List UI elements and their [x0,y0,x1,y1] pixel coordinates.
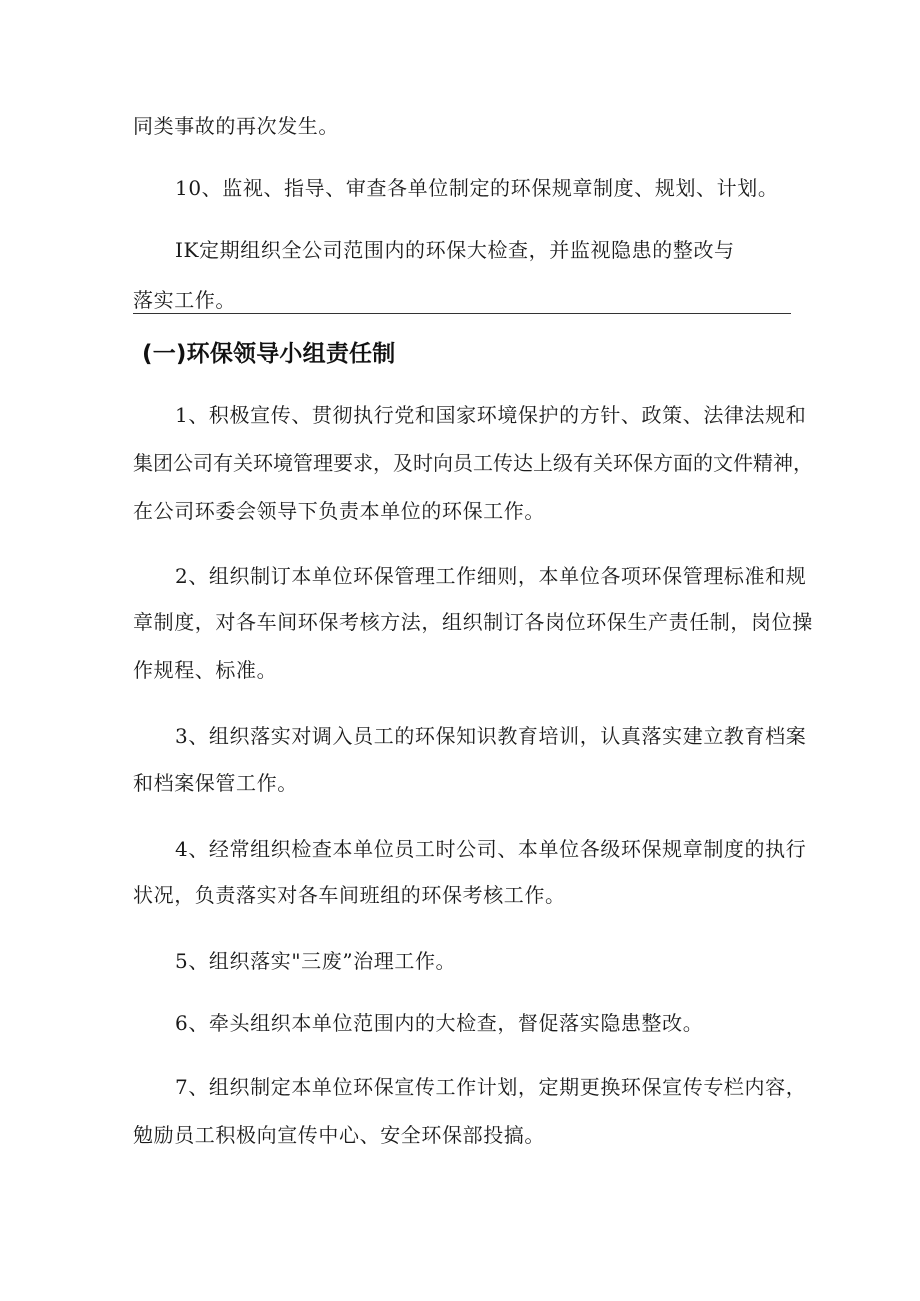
paragraph-item-11-line-1: IK定期组织全公司范围内的环保大检查，并监视隐患的整改与 [175,238,735,262]
item-4-line-1: 4、经常组织检查本单位员工时公司、本单位各级环保规章制度的执行 [175,837,807,861]
section-heading: (一)环保领导小组责任制 [142,341,396,367]
item-3-line-1: 3、组织落实对调入员工的环保知识教育培训，认真落实建立教育档案 [175,724,807,748]
item-6-line-1: 6、牵头组织本单位范围内的大检查，督促落实隐患整改。 [175,1011,704,1035]
section-divider [133,313,791,314]
item-2-line-1: 2、组织制订本单位环保管理工作细则，本单位各项环保管理标准和规 [175,564,807,588]
item-7-line-1: 7、组织制定本单位环保宣传工作计划，定期更换环保宣传专栏内容， [175,1075,807,1099]
item-1-line-3: 在公司环委会领导下负责本单位的环保工作。 [133,499,545,523]
item-7-line-2: 勉励员工积极向宣传中心、安全环保部投搞。 [133,1123,545,1147]
item-4-line-2: 状况，负责落实对各车间班组的环保考核工作。 [133,883,566,907]
item-2-line-3: 作规程、标准。 [133,658,278,682]
paragraph-continuation: 同类事故的再次发生。 [133,114,339,138]
item-5-line-1: 5、组织落实"三废”治理工作。 [175,949,457,973]
item-1-line-1: 1、积极宣传、贯彻执行党和国家环境保护的方针、政策、法律法规和 [175,403,807,427]
item-3-line-2: 和档案保管工作。 [133,771,298,795]
paragraph-item-11-line-2: 落实工作。 [133,288,236,312]
item-1-line-2: 集团公司有关环境管理要求，及时向员工传达上级有关环保方面的文件精神， [133,451,813,475]
item-2-line-2: 章制度，对各车间环保考核方法，组织制订各岗位环保生产责任制，岗位操 [133,610,813,634]
paragraph-item-10: 10、监视、指导、审查各单位制定的环保规章制度、规划、计划。 [175,176,779,200]
